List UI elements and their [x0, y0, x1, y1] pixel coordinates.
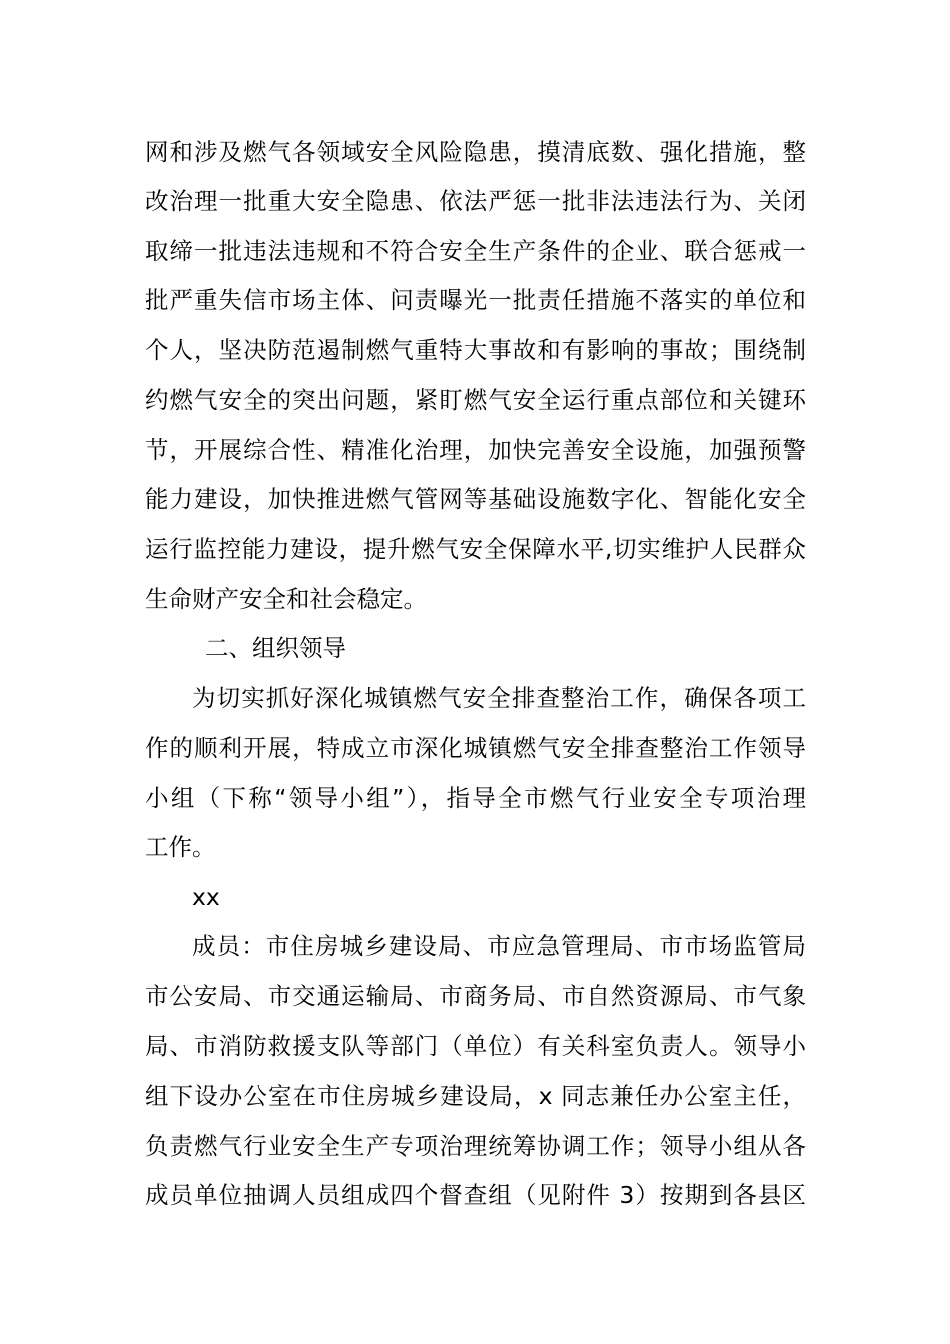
- text-line: 局、市消防救援支队等部门（单位）有关科室负责人。领导小: [145, 1032, 806, 1060]
- text-line: 工作。: [145, 833, 216, 861]
- text-line: 个人，坚决防范遏制燃气重特大事故和有影响的事故；围绕制: [145, 336, 806, 364]
- text-line: 运行监控能力建设，提升燃气安全保障水平,切实维护人民群众: [145, 535, 806, 563]
- text-line: 负责燃气行业安全生产专项治理统筹协调工作；领导小组从各: [145, 1132, 806, 1160]
- section-heading: 二、组织领导: [205, 634, 346, 662]
- placeholder-line: xx: [192, 883, 220, 911]
- text-line: 作的顺利开展，特成立市深化城镇燃气安全排查整治工作领导: [145, 734, 806, 762]
- text-line: 生命财产安全和社会稳定。: [145, 585, 427, 613]
- text-line: 批严重失信市场主体、问责曝光一批责任措施不落实的单位和: [145, 286, 806, 314]
- text-line: 网和涉及燃气各领域安全风险隐患，摸清底数、强化措施，整: [145, 138, 806, 166]
- text-line: 组下设办公室在市住房城乡建设局，x 同志兼任办公室主任，: [145, 1082, 806, 1110]
- text-line: 成员：市住房城乡建设局、市应急管理局、市市场监管局: [192, 932, 806, 960]
- text-line: 成员单位抽调人员组成四个督查组（见附件 3）按期到各县区: [145, 1181, 806, 1209]
- text-line: 取缔一批违法违规和不符合安全生产条件的企业、联合惩戒一: [145, 237, 806, 265]
- text-line: 为切实抓好深化城镇燃气安全排查整治工作，确保各项工: [192, 684, 806, 712]
- text-line: 市公安局、市交通运输局、市商务局、市自然资源局、市气象: [145, 982, 806, 1010]
- text-line: 约燃气安全的突出问题，紧盯燃气安全运行重点部位和关键环: [145, 386, 806, 414]
- text-line: 节，开展综合性、精准化治理，加快完善安全设施，加强预警: [145, 436, 806, 464]
- text-line: 能力建设，加快推进燃气管网等基础设施数字化、智能化安全: [145, 485, 806, 513]
- text-line: 改治理一批重大安全隐患、依法严惩一批非法违法行为、关闭: [145, 187, 806, 215]
- text-line: 小组（下称“领导小组”），指导全市燃气行业安全专项治理: [145, 784, 806, 812]
